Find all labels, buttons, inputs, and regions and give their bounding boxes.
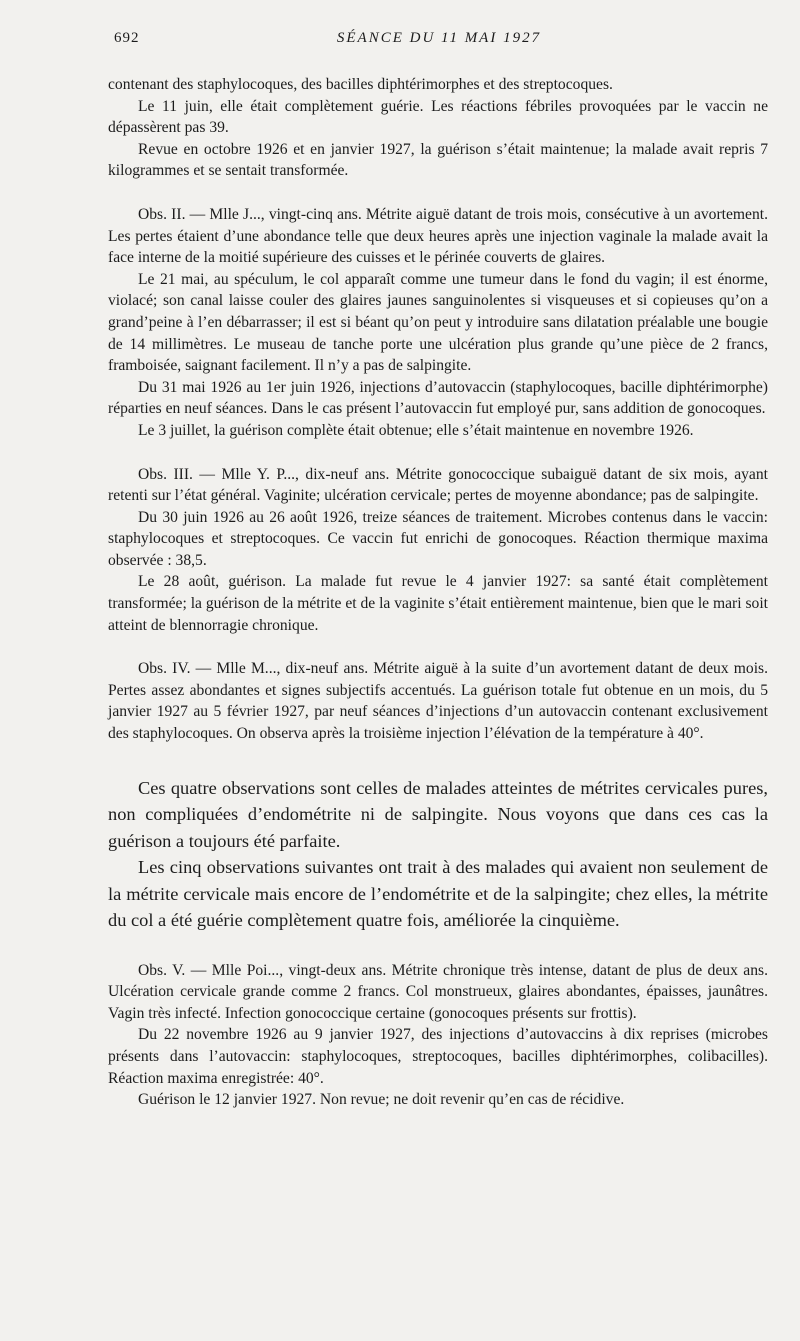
paragraph: Le 11 juin, elle était complètement guérie. Les réactions fébriles provoquées par le vaccin ne dépassèrent pas 39.	[108, 97, 768, 137]
paragraph: Revue en octobre 1926 et en janvier 1927, la guérison s’était maintenue; la malade avait repris 7 kilogrammes et se sentait transformée.	[108, 140, 768, 180]
paragraph: Du 31 mai 1926 au 1er juin 1926, injections d’autovaccin (staphylocoques, bacille diphtérimorphe) réparties en neuf séances. Dans le cas présent l’autovaccin fut employé pur, sans addition de gonocoques.	[108, 378, 768, 418]
paragraph: Guérison le 12 janvier 1927. Non revue; ne doit revenir qu’en cas de récidive.	[138, 1091, 625, 1109]
commentary	[108, 775, 768, 934]
page-body	[108, 74, 768, 1133]
running-title: SÉANCE DU 11 MAI 1927	[336, 30, 542, 46]
page-number: 692	[114, 30, 140, 46]
paragraph: Du 30 juin 1926 au 26 août 1926, treize séances de traitement. Microbes contenus dans le vaccin: staphylocoques et streptocoques. Ce vaccin fut enrichi de gonocoques. Réaction thermique maxima observée : 38,5.	[108, 508, 768, 569]
paragraph: Le 21 mai, au spéculum, le col apparaît comme une tumeur dans le fond du vagin; il est énorme, violacé; son canal laisse couler des glaires jaunes sanguinolentes si visqueuses et si copieuses qu’on a grand’peine à l’en débarrasser; il est si béant qu’on peut y introduire sans dilatation préalable une bougie de 14 millimètres. Le museau de tanche porte une ulcération plus grande qu’une pièce de 2 francs, framboisée, saignant facilement. Il n’y a pas de salpingite.	[108, 270, 768, 375]
observation-iii	[108, 464, 768, 637]
paragraph: Obs. V. — Mlle Poi..., vingt-deux ans. Métrite chronique très intense, datant de plus de deux ans. Ulcération cervicale grande comme 2 francs. Col monstrueux, glaires abondantes, épaisses, jaunâtres. Vagin très infecté. Infection gonococcique certaine (gonocoques présents sur frottis).	[108, 961, 768, 1022]
page-header	[110, 30, 768, 54]
observation-v	[108, 960, 768, 1111]
observation-iv	[108, 658, 768, 744]
paragraph: Le 3 juillet, la guérison complète était obtenue; elle s’était maintenue en novembre 1926.	[138, 421, 694, 439]
paragraph: Obs. II. — Mlle J..., vingt-cinq ans. Métrite aiguë datant de trois mois, consécutive à un avortement. Les pertes étaient d’une abondance telle que deux heures après une injection vaginale la malade avait la face interne de la moitié supérieure des cuisses et le périnée couverts de glaires.	[108, 205, 768, 267]
observation-ii	[108, 204, 768, 442]
paragraph: Ces quatre observations sont celles de malades atteintes de métrites cervicales pures, non compliquées d’endométrite ni de salpingite. Nous voyons que dans ces cas la guérison a toujours été parfaite.	[108, 777, 768, 851]
paragraph: Obs. IV. — Mlle M..., dix-neuf ans. Métrite aiguë à la suite d’un avortement datant de deux mois. Pertes assez abondantes et signes subjectifs accentués. La guérison totale fut obtenue en un mois, du 5 janvier 1927 au 5 février 1927, par neuf séances d’injections d’un autovaccin contenant exclusivement des staphylocoques. On observa après la troisième injection l’élévation de la température à 40°.	[108, 660, 768, 743]
paragraph: contenant des staphylocoques, des bacilles diphtérimorphes et des streptocoques.	[108, 76, 613, 93]
paragraph: Obs. III. — Mlle Y. P..., dix-neuf ans. Métrite gonococcique subaiguë datant de six mois, ayant retenti sur l’état général. Vaginite; ulcération cervicale; pertes de moyenne abondance; pas de salpingite.	[108, 465, 768, 505]
paragraph: Les cinq observations suivantes ont trait à des malades qui avaient non seulement de la métrite cervicale mais encore de l’endométrite et de la salpingite; chez elles, la métrite du col a été guérie complètement quatre fois, améliorée la cinquième.	[108, 857, 768, 931]
observation-i-continued	[108, 74, 768, 182]
paragraph: Du 22 novembre 1926 au 9 janvier 1927, des injections d’autovaccins à dix reprises (microbes présents dans l’autovaccin: staphylocoques, streptocoques, bacilles diphtérimorphes, colibacilles). Réaction maxima enregistrée: 40°.	[108, 1026, 768, 1087]
paragraph: Le 28 août, guérison. La malade fut revue le 4 janvier 1927: sa santé était complètement transformée; la guérison de la métrite et de la vaginite s’était entièrement maintenue, bien que le mari soit atteint de blennorragie chronique.	[108, 573, 768, 634]
